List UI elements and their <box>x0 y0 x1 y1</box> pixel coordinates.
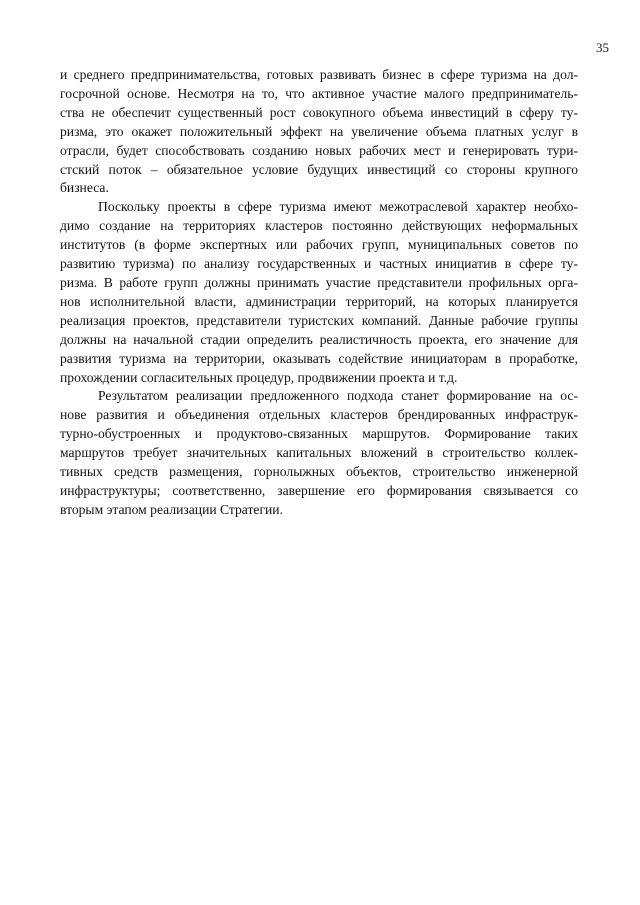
text-line: отрасли, будет способствовать созданию новых рабочих мест и генерировать тури- <box>60 142 578 158</box>
text-line: нов исполнительной власти, администрации территорий, на которых планируется <box>60 293 578 309</box>
text-line: инфраструктуры; соответственно, завершение его формирования связывается со <box>60 482 578 498</box>
text-line: развития туризма на территории, оказывать содействие инициаторам в проработке, <box>60 350 578 366</box>
paragraph <box>60 198 578 387</box>
text-line: госрочной основе. Несмотря на то, что активное участие малого предприниматель- <box>60 85 578 101</box>
text-line: димо создание на территориях кластеров постоянно действующих неформальных <box>60 218 578 234</box>
text-line: и среднего предпринимательства, готовых развивать бизнес в сфере туризма на дол- <box>60 67 578 82</box>
text-line: ства не обеспечит существенный рост совокупного объема инвестиций в сферу ту- <box>60 104 578 120</box>
text-line: Результатом реализации предложенного подхода станет формирование на ос- <box>98 388 578 404</box>
text-line: вторым этапом реализации Стратегии. <box>60 501 283 517</box>
text-line: развитию туризма) по анализу государственных и частных инициатив в сфере ту- <box>60 256 578 272</box>
paragraph <box>60 387 578 519</box>
body-text <box>60 66 578 520</box>
text-line: тивных средств размещения, горнолыжных объектов, строительство инженерной <box>60 464 578 480</box>
text-line: бизнеса. <box>60 180 109 196</box>
text-line: должны на начальной стадии определить реалистичность проекта, его значение для <box>60 331 578 347</box>
text-line: маршрутов требует значительных капитальных вложений в строительство коллек- <box>60 445 578 461</box>
text-line: ризма. В работе групп должны принимать участие представители профильных орга- <box>60 274 578 290</box>
page-number: 35 <box>596 40 609 55</box>
text-line: турно-обустроенных и продуктово-связанных маршрутов. Формирование таких <box>60 426 578 442</box>
text-line: реализация проектов, представители туристских компаний. Данные рабочие группы <box>60 312 578 328</box>
text-line: Поскольку проекты в сфере туризма имеют межотраслевой характер необхо- <box>98 199 578 215</box>
text-line: институтов (в форме экспертных или рабочих групп, муниципальных советов по <box>60 237 578 253</box>
text-line: прохождении согласительных процедур, продвижении проекта и т.д. <box>60 369 458 385</box>
text-line: ризма, это окажет положительный эффект на увеличение объема платных услуг в <box>60 123 578 139</box>
paragraph <box>60 66 578 198</box>
text-line: стский поток – обязательное условие будущих инвестиций со стороны крупного <box>60 161 578 177</box>
text-line: нове развития и объединения отдельных кластеров брендированных инфраструк- <box>60 407 578 423</box>
